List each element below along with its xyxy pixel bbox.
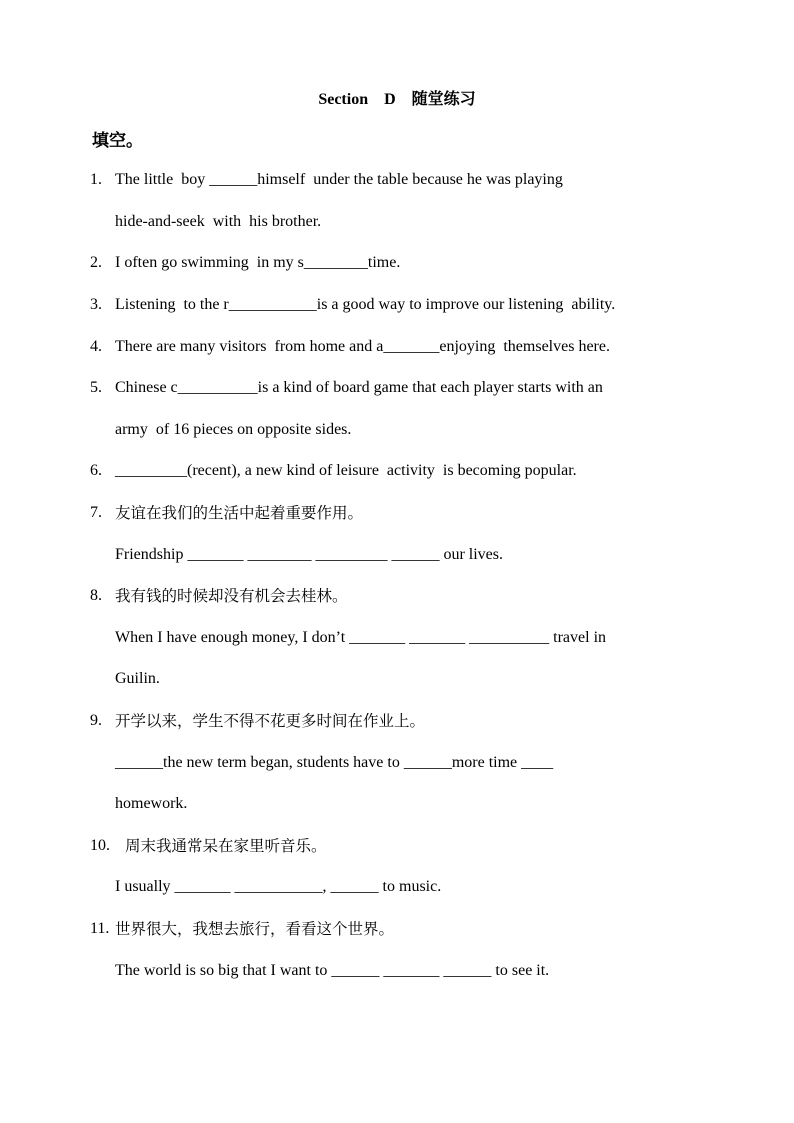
item-text: When I have enough money, I don’t _______ _______ __________ travel in	[115, 629, 607, 646]
item-text: I often go swimming in my s________time.	[115, 254, 401, 271]
item-text: army of 16 pieces on opposite sides.	[115, 421, 352, 438]
item-text: Chinese c__________is a kind of board game that each player starts with an	[115, 379, 603, 396]
item-text: homework.	[115, 795, 188, 812]
item-number: 8.	[90, 587, 102, 604]
item-text: Listening to the r___________is a good way to improve our listening ability.	[115, 296, 616, 313]
page-title	[0, 86, 794, 109]
item-text: The world is so big that I want to ______ _______ ______ to see it.	[115, 962, 550, 979]
item-chinese-prompt: 世界很大，我想去旅行，看看这个世界。	[115, 920, 395, 938]
item-chinese-prompt: 开学以来，学生不得不花更多时间在作业上。	[115, 712, 426, 730]
item-number: 1.	[90, 171, 102, 188]
section-heading: 填空。	[92, 131, 143, 151]
item-chinese-prompt: 友谊在我们的生活中起着重要作用。	[115, 504, 364, 522]
item-chinese-prompt: 我有钱的时候却没有机会去桂林。	[115, 587, 348, 605]
item-number: 9.	[90, 712, 102, 729]
item-text: hide-and-seek with his brother.	[115, 213, 322, 230]
item-number: 4.	[90, 338, 102, 355]
item-number: 11.	[90, 920, 110, 937]
item-number: 2.	[90, 254, 102, 271]
item-text: There are many visitors from home and a_______enjoying themselves here.	[115, 338, 610, 355]
item-text: ______the new term began, students have to ______more time ____	[115, 754, 554, 771]
item-text: Friendship _______ ________ _________ ______ our lives.	[115, 546, 503, 563]
item-text: I usually _______ ___________, ______ to music.	[115, 878, 442, 895]
item-text: _________(recent), a new kind of leisure activity is becoming popular.	[115, 462, 577, 479]
item-number: 10.	[90, 837, 110, 854]
item-text: Guilin.	[115, 670, 160, 687]
title-text: Section D 随堂练习	[318, 91, 476, 108]
item-number: 7.	[90, 504, 102, 521]
item-number: 3.	[90, 296, 102, 313]
item-number: 6.	[90, 462, 102, 479]
item-chinese-prompt: 周末我通常呆在家里听音乐。	[125, 837, 327, 855]
item-text: The little boy ______himself under the table because he was playing	[115, 171, 563, 188]
item-number: 5.	[90, 379, 102, 396]
